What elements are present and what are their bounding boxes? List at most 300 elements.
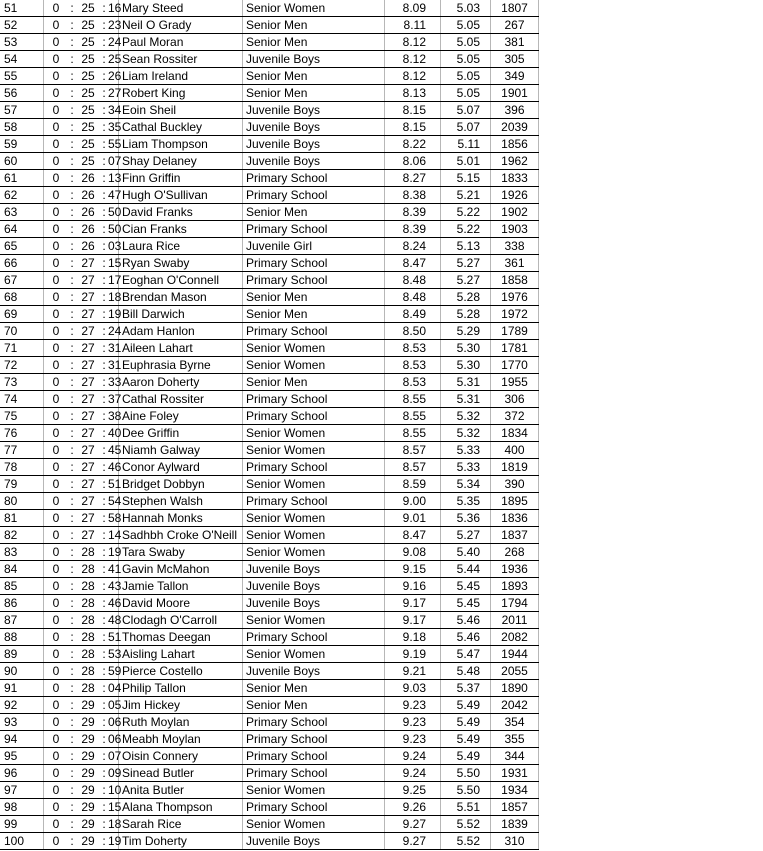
time-separator: : bbox=[70, 137, 74, 151]
bib-number-cell: 1962 bbox=[491, 153, 539, 169]
category-cell: Senior Men bbox=[243, 680, 385, 696]
position-cell: 85 bbox=[0, 578, 44, 594]
runner-name-cell: Hugh O'Sullivan bbox=[119, 187, 243, 203]
seconds-cell: 10 bbox=[108, 783, 122, 797]
seconds-cell: 24 bbox=[108, 35, 122, 49]
time-separator: : bbox=[102, 528, 106, 542]
runner-name-cell: Aaron Doherty bbox=[119, 374, 243, 390]
pace-cell: 9.16 bbox=[385, 578, 441, 594]
position-cell: 99 bbox=[0, 816, 44, 832]
time-separator: : bbox=[70, 18, 74, 32]
time-separator: : bbox=[102, 443, 106, 457]
seconds-cell: 38 bbox=[108, 409, 122, 423]
category-cell: Primary School bbox=[243, 765, 385, 781]
time-separator: : bbox=[70, 715, 74, 729]
pace-cell: 8.09 bbox=[385, 0, 441, 16]
speed-cell: 5.33 bbox=[441, 442, 491, 458]
position-cell: 91 bbox=[0, 680, 44, 696]
table-row bbox=[0, 289, 539, 306]
hours-cell: 0 bbox=[52, 647, 60, 661]
category-cell: Primary School bbox=[243, 221, 385, 237]
bib-number-cell: 1893 bbox=[491, 578, 539, 594]
table-row bbox=[0, 544, 539, 561]
hours-cell: 0 bbox=[52, 324, 60, 338]
category-cell: Senior Women bbox=[243, 357, 385, 373]
category-cell: Primary School bbox=[243, 170, 385, 186]
table-row bbox=[0, 697, 539, 714]
table-row bbox=[0, 578, 539, 595]
runner-name-cell: Brendan Mason bbox=[119, 289, 243, 305]
minutes-cell: 26 bbox=[81, 171, 95, 185]
bib-number-cell: 372 bbox=[491, 408, 539, 424]
runner-name-cell: Aileen Lahart bbox=[119, 340, 243, 356]
category-cell: Senior Men bbox=[243, 34, 385, 50]
minutes-cell: 27 bbox=[81, 375, 95, 389]
category-cell: Juvenile Boys bbox=[243, 102, 385, 118]
time-separator: : bbox=[102, 307, 106, 321]
time-separator: : bbox=[70, 477, 74, 491]
minutes-cell: 27 bbox=[81, 307, 95, 321]
category-cell: Senior Women bbox=[243, 612, 385, 628]
speed-cell: 5.37 bbox=[441, 680, 491, 696]
seconds-cell: 13 bbox=[108, 171, 122, 185]
bib-number-cell: 1839 bbox=[491, 816, 539, 832]
category-cell: Senior Men bbox=[243, 289, 385, 305]
minutes-cell: 27 bbox=[81, 358, 95, 372]
speed-cell: 5.21 bbox=[441, 187, 491, 203]
seconds-cell: 58 bbox=[108, 511, 122, 525]
bib-number-cell: 2055 bbox=[491, 663, 539, 679]
position-cell: 59 bbox=[0, 136, 44, 152]
seconds-cell: 45 bbox=[108, 443, 122, 457]
runner-name-cell: Adam Hanlon bbox=[119, 323, 243, 339]
pace-cell: 8.50 bbox=[385, 323, 441, 339]
category-cell: Senior Women bbox=[243, 527, 385, 543]
hours-cell: 0 bbox=[52, 630, 60, 644]
runner-name-cell: Jim Hickey bbox=[119, 697, 243, 713]
category-cell: Senior Men bbox=[243, 697, 385, 713]
seconds-cell: 31 bbox=[108, 358, 122, 372]
time-separator: : bbox=[70, 443, 74, 457]
runner-name-cell: Sinead Butler bbox=[119, 765, 243, 781]
time-separator: : bbox=[70, 613, 74, 627]
time-separator: : bbox=[70, 120, 74, 134]
time-separator: : bbox=[70, 307, 74, 321]
time-separator: : bbox=[102, 800, 106, 814]
speed-cell: 5.27 bbox=[441, 527, 491, 543]
bib-number-cell: 349 bbox=[491, 68, 539, 84]
seconds-cell: 07 bbox=[108, 749, 122, 763]
seconds-cell: 50 bbox=[108, 222, 122, 236]
minutes-cell: 25 bbox=[81, 154, 95, 168]
seconds-cell: 25 bbox=[108, 52, 122, 66]
category-cell: Primary School bbox=[243, 459, 385, 475]
bib-number-cell: 1807 bbox=[491, 0, 539, 16]
seconds-cell: 24 bbox=[108, 324, 122, 338]
bib-number-cell: 1770 bbox=[491, 357, 539, 373]
minutes-cell: 29 bbox=[81, 749, 95, 763]
minutes-cell: 29 bbox=[81, 783, 95, 797]
position-cell: 63 bbox=[0, 204, 44, 220]
speed-cell: 5.47 bbox=[441, 646, 491, 662]
pace-cell: 8.47 bbox=[385, 255, 441, 271]
time-separator: : bbox=[70, 698, 74, 712]
table-row bbox=[0, 51, 539, 68]
minutes-cell: 29 bbox=[81, 817, 95, 831]
speed-cell: 5.49 bbox=[441, 697, 491, 713]
time-separator: : bbox=[102, 766, 106, 780]
seconds-cell: 51 bbox=[108, 630, 122, 644]
hours-cell: 0 bbox=[52, 715, 60, 729]
position-cell: 83 bbox=[0, 544, 44, 560]
time-separator: : bbox=[70, 647, 74, 661]
time-separator: : bbox=[70, 528, 74, 542]
table-row bbox=[0, 340, 539, 357]
minutes-cell: 27 bbox=[81, 256, 95, 270]
time-separator: : bbox=[102, 239, 106, 253]
seconds-cell: 48 bbox=[108, 613, 122, 627]
category-cell: Senior Women bbox=[243, 782, 385, 798]
pace-cell: 8.55 bbox=[385, 425, 441, 441]
speed-cell: 5.46 bbox=[441, 612, 491, 628]
category-cell: Juvenile Boys bbox=[243, 136, 385, 152]
speed-cell: 5.45 bbox=[441, 595, 491, 611]
runner-name-cell: Mary Steed bbox=[119, 0, 243, 16]
minutes-cell: 28 bbox=[81, 630, 95, 644]
pace-cell: 9.25 bbox=[385, 782, 441, 798]
hours-cell: 0 bbox=[52, 664, 60, 678]
time-separator: : bbox=[70, 392, 74, 406]
position-cell: 89 bbox=[0, 646, 44, 662]
time-separator: : bbox=[102, 358, 106, 372]
table-row bbox=[0, 459, 539, 476]
runner-name-cell: Stephen Walsh bbox=[119, 493, 243, 509]
bib-number-cell: 338 bbox=[491, 238, 539, 254]
hours-cell: 0 bbox=[52, 749, 60, 763]
minutes-cell: 25 bbox=[81, 137, 95, 151]
runner-name-cell: Jamie Tallon bbox=[119, 578, 243, 594]
category-cell: Senior Women bbox=[243, 425, 385, 441]
position-cell: 81 bbox=[0, 510, 44, 526]
position-cell: 62 bbox=[0, 187, 44, 203]
time-separator: : bbox=[102, 171, 106, 185]
bib-number-cell: 2042 bbox=[491, 697, 539, 713]
seconds-cell: 05 bbox=[108, 698, 122, 712]
seconds-cell: 47 bbox=[108, 188, 122, 202]
speed-cell: 5.05 bbox=[441, 68, 491, 84]
position-cell: 51 bbox=[0, 0, 44, 16]
pace-cell: 8.48 bbox=[385, 289, 441, 305]
speed-cell: 5.33 bbox=[441, 459, 491, 475]
hours-cell: 0 bbox=[52, 511, 60, 525]
seconds-cell: 07 bbox=[108, 154, 122, 168]
table-row bbox=[0, 442, 539, 459]
bib-number-cell: 1794 bbox=[491, 595, 539, 611]
pace-cell: 9.24 bbox=[385, 748, 441, 764]
hours-cell: 0 bbox=[52, 817, 60, 831]
position-cell: 97 bbox=[0, 782, 44, 798]
category-cell: Juvenile Boys bbox=[243, 833, 385, 849]
runner-name-cell: Sean Rossiter bbox=[119, 51, 243, 67]
hours-cell: 0 bbox=[52, 579, 60, 593]
bib-number-cell: 1901 bbox=[491, 85, 539, 101]
time-separator: : bbox=[102, 732, 106, 746]
position-cell: 100 bbox=[0, 833, 44, 849]
time-separator: : bbox=[70, 1, 74, 15]
runner-name-cell: Dee Griffin bbox=[119, 425, 243, 441]
seconds-cell: 31 bbox=[108, 341, 122, 355]
seconds-cell: 17 bbox=[108, 273, 122, 287]
bib-number-cell: 1902 bbox=[491, 204, 539, 220]
minutes-cell: 29 bbox=[81, 715, 95, 729]
minutes-cell: 25 bbox=[81, 69, 95, 83]
table-row bbox=[0, 170, 539, 187]
minutes-cell: 28 bbox=[81, 664, 95, 678]
runner-name-cell: Niamh Galway bbox=[119, 442, 243, 458]
table-row bbox=[0, 748, 539, 765]
hours-cell: 0 bbox=[52, 834, 60, 848]
runner-name-cell: Sadhbh Croke O'Neill bbox=[119, 527, 243, 543]
hours-cell: 0 bbox=[52, 392, 60, 406]
category-cell: Primary School bbox=[243, 408, 385, 424]
bib-number-cell: 1858 bbox=[491, 272, 539, 288]
pace-cell: 8.48 bbox=[385, 272, 441, 288]
table-row bbox=[0, 731, 539, 748]
time-separator: : bbox=[102, 188, 106, 202]
bib-number-cell: 381 bbox=[491, 34, 539, 50]
category-cell: Senior Women bbox=[243, 544, 385, 560]
pace-cell: 9.21 bbox=[385, 663, 441, 679]
runner-name-cell: Cian Franks bbox=[119, 221, 243, 237]
position-cell: 87 bbox=[0, 612, 44, 628]
position-cell: 75 bbox=[0, 408, 44, 424]
minutes-cell: 25 bbox=[81, 35, 95, 49]
position-cell: 82 bbox=[0, 527, 44, 543]
position-cell: 67 bbox=[0, 272, 44, 288]
position-cell: 64 bbox=[0, 221, 44, 237]
runner-name-cell: Bill Darwich bbox=[119, 306, 243, 322]
time-separator: : bbox=[70, 426, 74, 440]
position-cell: 88 bbox=[0, 629, 44, 645]
table-row bbox=[0, 17, 539, 34]
hours-cell: 0 bbox=[52, 766, 60, 780]
category-cell: Primary School bbox=[243, 731, 385, 747]
table-row bbox=[0, 646, 539, 663]
pace-cell: 9.23 bbox=[385, 731, 441, 747]
minutes-cell: 27 bbox=[81, 392, 95, 406]
position-cell: 74 bbox=[0, 391, 44, 407]
seconds-cell: 15 bbox=[108, 256, 122, 270]
table-row bbox=[0, 680, 539, 697]
runner-name-cell: David Franks bbox=[119, 204, 243, 220]
time-separator: : bbox=[70, 732, 74, 746]
speed-cell: 5.31 bbox=[441, 374, 491, 390]
bib-number-cell: 1936 bbox=[491, 561, 539, 577]
time-separator: : bbox=[70, 800, 74, 814]
time-separator: : bbox=[70, 409, 74, 423]
hours-cell: 0 bbox=[52, 69, 60, 83]
runner-name-cell: Liam Thompson bbox=[119, 136, 243, 152]
position-cell: 56 bbox=[0, 85, 44, 101]
speed-cell: 5.29 bbox=[441, 323, 491, 339]
speed-cell: 5.05 bbox=[441, 51, 491, 67]
category-cell: Senior Men bbox=[243, 204, 385, 220]
position-cell: 94 bbox=[0, 731, 44, 747]
time-separator: : bbox=[70, 273, 74, 287]
hours-cell: 0 bbox=[52, 545, 60, 559]
minutes-cell: 27 bbox=[81, 341, 95, 355]
speed-cell: 5.05 bbox=[441, 85, 491, 101]
time-separator: : bbox=[70, 324, 74, 338]
table-row bbox=[0, 561, 539, 578]
runner-name-cell: Euphrasia Byrne bbox=[119, 357, 243, 373]
time-separator: : bbox=[70, 256, 74, 270]
time-separator: : bbox=[70, 154, 74, 168]
time-separator: : bbox=[70, 664, 74, 678]
time-separator: : bbox=[102, 630, 106, 644]
position-cell: 93 bbox=[0, 714, 44, 730]
speed-cell: 5.35 bbox=[441, 493, 491, 509]
minutes-cell: 29 bbox=[81, 834, 95, 848]
hours-cell: 0 bbox=[52, 409, 60, 423]
time-separator: : bbox=[102, 86, 106, 100]
runner-name-cell: Neil O Grady bbox=[119, 17, 243, 33]
category-cell: Senior Men bbox=[243, 306, 385, 322]
category-cell: Senior Men bbox=[243, 85, 385, 101]
runner-name-cell: Sarah Rice bbox=[119, 816, 243, 832]
minutes-cell: 25 bbox=[81, 103, 95, 117]
hours-cell: 0 bbox=[52, 256, 60, 270]
time-separator: : bbox=[70, 834, 74, 848]
time-separator: : bbox=[70, 494, 74, 508]
time-separator: : bbox=[102, 120, 106, 134]
table-row bbox=[0, 816, 539, 833]
category-cell: Primary School bbox=[243, 714, 385, 730]
hours-cell: 0 bbox=[52, 800, 60, 814]
time-separator: : bbox=[102, 647, 106, 661]
pace-cell: 8.12 bbox=[385, 34, 441, 50]
category-cell: Senior Women bbox=[243, 0, 385, 16]
time-separator: : bbox=[70, 52, 74, 66]
seconds-cell: 23 bbox=[108, 18, 122, 32]
speed-cell: 5.31 bbox=[441, 391, 491, 407]
bib-number-cell: 1856 bbox=[491, 136, 539, 152]
time-separator: : bbox=[70, 375, 74, 389]
speed-cell: 5.46 bbox=[441, 629, 491, 645]
time-separator: : bbox=[102, 460, 106, 474]
time-separator: : bbox=[102, 494, 106, 508]
pace-cell: 8.39 bbox=[385, 221, 441, 237]
runner-name-cell: Bridget Dobbyn bbox=[119, 476, 243, 492]
minutes-cell: 25 bbox=[81, 120, 95, 134]
speed-cell: 5.34 bbox=[441, 476, 491, 492]
position-cell: 96 bbox=[0, 765, 44, 781]
pace-cell: 8.24 bbox=[385, 238, 441, 254]
runner-name-cell: Liam Ireland bbox=[119, 68, 243, 84]
speed-cell: 5.27 bbox=[441, 272, 491, 288]
pace-cell: 8.57 bbox=[385, 442, 441, 458]
minutes-cell: 27 bbox=[81, 460, 95, 474]
bib-number-cell: 1903 bbox=[491, 221, 539, 237]
time-separator: : bbox=[102, 596, 106, 610]
runner-name-cell: Paul Moran bbox=[119, 34, 243, 50]
speed-cell: 5.45 bbox=[441, 578, 491, 594]
table-row bbox=[0, 425, 539, 442]
minutes-cell: 28 bbox=[81, 613, 95, 627]
time-separator: : bbox=[70, 205, 74, 219]
minutes-cell: 29 bbox=[81, 766, 95, 780]
table-row bbox=[0, 272, 539, 289]
time-separator: : bbox=[102, 18, 106, 32]
hours-cell: 0 bbox=[52, 1, 60, 15]
hours-cell: 0 bbox=[52, 290, 60, 304]
minutes-cell: 27 bbox=[81, 324, 95, 338]
position-cell: 92 bbox=[0, 697, 44, 713]
runner-name-cell: Ryan Swaby bbox=[119, 255, 243, 271]
seconds-cell: 53 bbox=[108, 647, 122, 661]
position-cell: 79 bbox=[0, 476, 44, 492]
speed-cell: 5.15 bbox=[441, 170, 491, 186]
minutes-cell: 27 bbox=[81, 290, 95, 304]
bib-number-cell: 1833 bbox=[491, 170, 539, 186]
pace-cell: 9.18 bbox=[385, 629, 441, 645]
pace-cell: 8.22 bbox=[385, 136, 441, 152]
minutes-cell: 27 bbox=[81, 528, 95, 542]
time-separator: : bbox=[70, 69, 74, 83]
time-separator: : bbox=[102, 477, 106, 491]
minutes-cell: 29 bbox=[81, 698, 95, 712]
category-cell: Juvenile Boys bbox=[243, 595, 385, 611]
position-cell: 73 bbox=[0, 374, 44, 390]
table-row bbox=[0, 493, 539, 510]
hours-cell: 0 bbox=[52, 460, 60, 474]
hours-cell: 0 bbox=[52, 120, 60, 134]
category-cell: Juvenile Boys bbox=[243, 578, 385, 594]
time-separator: : bbox=[70, 579, 74, 593]
minutes-cell: 26 bbox=[81, 188, 95, 202]
pace-cell: 9.08 bbox=[385, 544, 441, 560]
speed-cell: 5.07 bbox=[441, 102, 491, 118]
table-row bbox=[0, 204, 539, 221]
runner-name-cell: Aisling Lahart bbox=[119, 646, 243, 662]
speed-cell: 5.27 bbox=[441, 255, 491, 271]
table-row bbox=[0, 255, 539, 272]
time-separator: : bbox=[102, 137, 106, 151]
bib-number-cell: 1955 bbox=[491, 374, 539, 390]
seconds-cell: 26 bbox=[108, 69, 122, 83]
position-cell: 60 bbox=[0, 153, 44, 169]
seconds-cell: 06 bbox=[108, 715, 122, 729]
pace-cell: 9.23 bbox=[385, 697, 441, 713]
time-separator: : bbox=[102, 783, 106, 797]
pace-cell: 8.53 bbox=[385, 340, 441, 356]
time-separator: : bbox=[70, 222, 74, 236]
minutes-cell: 28 bbox=[81, 545, 95, 559]
time-separator: : bbox=[102, 69, 106, 83]
seconds-cell: 18 bbox=[108, 817, 122, 831]
category-cell: Primary School bbox=[243, 272, 385, 288]
time-separator: : bbox=[70, 239, 74, 253]
time-separator: : bbox=[102, 273, 106, 287]
seconds-cell: 33 bbox=[108, 375, 122, 389]
time-separator: : bbox=[102, 698, 106, 712]
bib-number-cell: 1976 bbox=[491, 289, 539, 305]
table-row bbox=[0, 34, 539, 51]
position-cell: 65 bbox=[0, 238, 44, 254]
bib-number-cell: 1972 bbox=[491, 306, 539, 322]
time-separator: : bbox=[102, 426, 106, 440]
seconds-cell: 54 bbox=[108, 494, 122, 508]
